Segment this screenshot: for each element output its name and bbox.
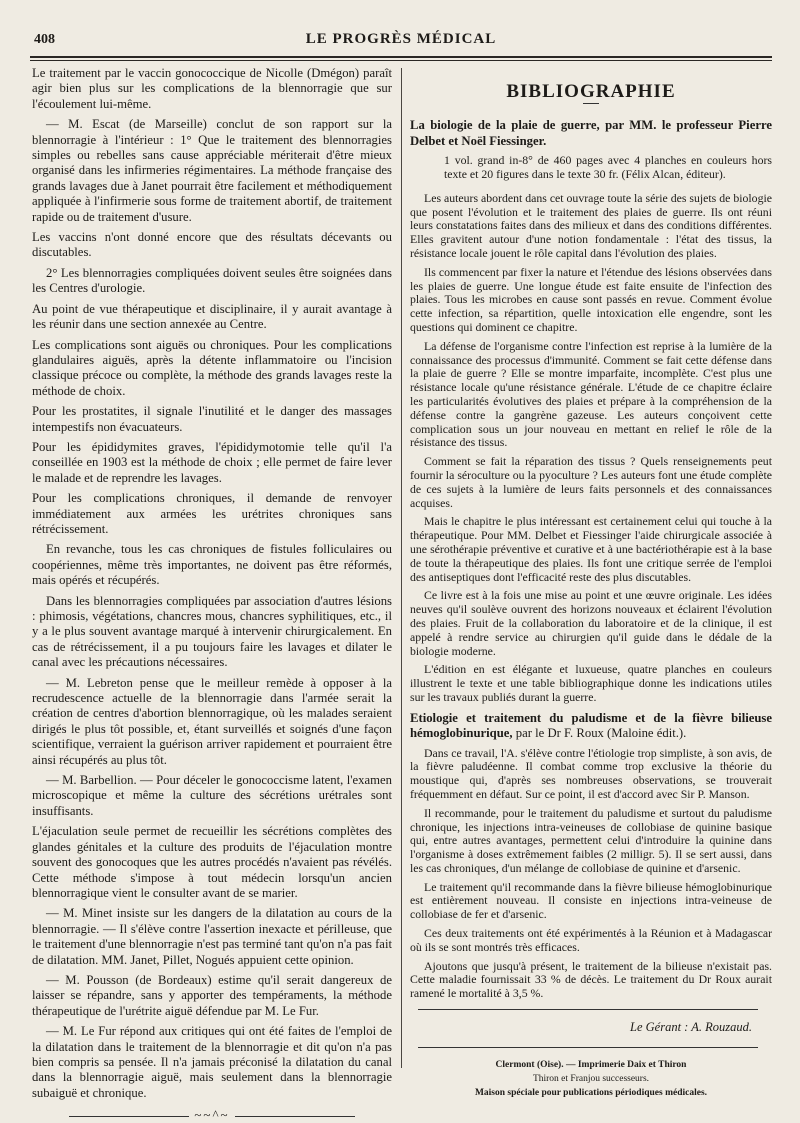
printer-line: Clermont (Oise). — Imprimerie Daix et Thiron [495,1060,687,1071]
paragraph: L'éjaculation seule permet de recueillir les sécrétions complètes des glandes génitales et la culture des produits de l'éjaculation montre souvent des gonocoques que les autres procédés n'avaient pas révélés. Cette méthode s'impose à tout médecin lorsqu'un ancien blennorragique vient le consulter avant de se marier. [32,824,392,900]
paragraph: Ce livre est à la fois une mise au point et une œuvre originale. Les idées neuves qu'il soulève ouvrent des horizons nouveaux et éclairent l'évolution des plaies. Fruit de la collaboration du laboratoire et de la clinique, il est appelé à rendre service au chirurgien qu'il guide dans le dédale de la biologie moderne. [410,588,772,658]
paragraph: Pour les prostatites, il signale l'inutilité et le danger des massages intempestifs non évacuateurs. [32,404,392,434]
paragraph: Le traitement par le vaccin gonococcique de Nicolle (Dmégon) paraît agir bien plus sur les complications de la blennorragie que sur l'écoulement lui-même. [32,66,392,111]
column-divider [401,68,402,1068]
paragraph: — M. Le Fur répond aux critiques qui ont été faites de l'emploi de la dilatation dans le traitement de la blennorragie et dit qu'on n'a pas bien compris sa pensée. Il n'a jamais préconisé la dilatation du canal dans la blennorragie aiguë, mais seulement dans la blennorragie subaiguë et chronique. [32,1024,392,1100]
section-rule [418,1047,758,1048]
paragraph: Les auteurs abordent dans cet ouvrage toute la série des sujets de biologie que posent l'évolution et le traitement des plaies de guerre. Ils ont réuni leurs constatations faites dans des milieux et dans des conditions différentes. Elles gravitent autour d'une notion fondamentale : l'état des tissus, la résistance locale jouent le rôle capital dans l'évolution des plaies. [410,190,772,260]
paragraph: — M. Pousson (de Bordeaux) estime qu'il serait dangereux de laisser se répandre, sans y apporter des tempéraments, la méthode thérapeutique de l'urétrite aiguë défendue par M. Le Fur. [32,972,392,1018]
paragraph: Mais le chapitre le plus intéressant est certainement celui qui touche à la thérapeutique. Pour MM. Delbet et Fiessinger l'aide chirurgicale associée à une sérothérapie préventive et curative et à une bactériothérapie est à la base de toute la thérapeutique des plaies. Ils font une critique serrée de l'emploi des antiseptiques dont l'efficacité reste des plus discutables. [410,514,772,584]
page-header [30,30,772,54]
ornament-glyph: ~~^~ [194,1107,230,1123]
book-entry-title [410,711,772,742]
page-number: 408 [34,32,55,47]
header-rule [30,56,772,58]
paragraph: Ajoutons que jusqu'à présent, le traitement de la bilieuse n'existait pas. Cette maladie fournissait 33 % de décès. Le traitement du Dr Roux aurait ramené le mortalité à 3,5 %. [410,958,772,1001]
paragraph: — M. Escat (de Marseille) conclut de son rapport sur la blennorragie à l'intérieur : 1° Que le traitement des blennorragies simples ou rebelles sans cause appréciable mériterait d'être mieux organisé dans les infirmeries régimentaires. La méthode française des grands lavages due à Janet pourrait être facilement et méthodiquement appliquée à l'infirmerie sous forme de traitement abortif, de traitement rapide ou de traitement d'usure. [32,117,392,224]
book-review [410,747,772,1002]
journal-title: LE PROGRÈS MÉDICAL [305,31,497,47]
paragraph: — M. Lebreton pense que le meilleur remède à opposer à la recrudescence actuelle de la blennorragie dans l'armée serait la création de centres d'abortion blennorragique, où les malades seraient dirigés le plus tôt possible, et, étant surveillés et soignés d'une façon scientifique, verraient la guérison arriver rapidement et pourraient être ainsi récupérés au plus tôt. [32,675,392,767]
gerant-signature [410,1020,752,1035]
paragraph: Pour les épididymites graves, l'épididymotomie telle qu'il l'a conseillée en 1903 est la méthode de choix ; elle permet de faire lever le malade et de reprendre les lavages. [32,439,392,485]
paragraph: Les vaccins n'ont donné encore que des résultats décevants ou discutables. [32,230,392,260]
paragraph: 2° Les blennorragies compliquées doivent seules être soignées dans les Centres d'urologie. [32,265,392,296]
right-column [410,66,772,1099]
paragraph: Le traitement qu'il recommande dans la fièvre bilieuse hémoglobinurique est entièrement nouveau. Il consiste en injections intra-veineuse de collobiase de fer et d'arsenic. [410,879,772,922]
book-entry-title: La biologie de la plaie de guerre, par MM. le professeur Pierre Delbet et Noël Fiessinger. [410,118,772,148]
printer-imprint [410,1058,772,1100]
paragraph: Au point de vue thérapeutique et disciplinaire, il y aurait avantage à les réunir dans une section annexée au Centre. [32,301,392,332]
paragraph: Dans ce travail, l'A. s'élève contre l'étiologie trop simpliste, à son avis, de la fièvre paludéenne. Il combat comme trop exclusive la théorie du moustique qui, d'après ses nombreuses observations, se trouverait fréquemment en défaut. Sur ce point, il est d'accord avec Sir P. Manson. [410,745,772,801]
book-title: Etiologie et traitement du paludisme et de la fièvre bilieuse hémoglobinurique, [410,710,772,741]
paragraph: En revanche, tous les cas chroniques de fistules folliculaires ou coopériennes, même très importantes, ne doivent pas être réformés, mais opérés et récupérés. [32,542,392,588]
ornament-rule-left [69,1116,189,1117]
paragraph: La défense de l'organisme contre l'infection est reprise à la lumière de la connaissance des processus d'immunité. Comment se fait cette défense dans la plaie de guerre ? Elle se montre imparfaite, incomplète. C'est plus une résistance locale qu'une résistance générale. L'étude de ce chapitre éclaire les particularités évolutives des plaies et prépare à la compréhension de la défense contre la gangrène gazeuse. Les auteurs conçoivent cette complication sous un jour nouveau en mettant en relief le rôle de la résistance des tissus. [410,338,772,450]
heading-rule [583,103,599,104]
paragraph: Les complications sont aiguës ou chroniques. Pour les complications glandulaires aiguës, après la détente inflammatoire ou l'incision classique précoce ou complète, la méthode des grands lavages reste la méthode de choix. [32,337,392,398]
paragraph: Il recommande, pour le traitement du paludisme et surtout du paludisme chronique, les injections intra-veineuses de collobiase de quinine basique qui, entre autres avantages, permettent celui d'introduire la quinine dans l'organisme à doses extrêmement faibles (2 milligr. 5). Il se sert aussi, dans les cas chroniques, d'un mélange de collobiase de quinine et d'arsenic. [410,805,772,875]
header-rule-thin [30,60,772,61]
paragraph: — M. Barbellion. — Pour déceler le gonococcisme latent, l'examen microscopique et même la culture des sécrétions urétrales sont insuffisants. [32,773,392,818]
paragraph: Ces deux traitements ont été expérimentés à la Réunion et à Madagascar où ils se sont montrés très efficaces. [410,926,772,954]
bibliography-heading: BIBLIOGRAPHIE [506,81,676,102]
paragraph: L'édition en est élégante et luxueuse, quatre planches en couleurs illustrent le texte et une table bibliographique donne les indications utiles sur les travaux publiés durant la guerre. [410,662,772,704]
left-column [32,66,392,1123]
paragraph: Dans les blennorragies compliquées par association d'autres lésions : phimosis, végétations, chancres mous, chancres syphilitiques, etc., il y a le plus souvent avantage marqué à intervenir chirurgicalement. En cas de rétrécissement, il a pu toujours faire les lavages et dilater le canal avec les précautions nécessaires. [32,593,392,670]
printer-line: Maison spéciale pour publications périodiques médicales. [474,1088,708,1099]
paragraph: — M. Minet insiste sur les dangers de la dilatation au cours de la blennorragie. — Il s'élève contre l'assertion inexacte et périlleuse, que le traitement d'une blennorragie n'est pas terminé tant qu'on n'a pas fait de dilatation. MM. Janet, Pillet, Nogués appuient cette opinion. [32,906,392,967]
book-review [410,192,772,705]
book-entry-details: 1 vol. grand in-8° de 460 pages avec 4 planches en couleurs hors texte et 20 figures dans le texte 30 fr. (Félix Alcan, éditeur). [444,153,772,182]
printer-line: Thiron et Franjou successeurs. [532,1074,650,1085]
ornament-rule-right [235,1116,355,1117]
end-ornament [32,1107,392,1122]
paragraph: Ils commencent par fixer la nature et l'étendue des lésions observées dans les plaies de guerre. Une longue étude est faite ensuite de l'infection des plaies. Tous les microbes en cause sont passés en revue. Comment évolue cette infection, sa répartition, quelle intoxication elle engendre, sont les questions qui dominent ce chapitre. [410,264,772,334]
paragraph: Pour les complications chroniques, il demande de renvoyer immédiatement aux armées les urétrites chroniques sans rétrécissement. [32,491,392,536]
paragraph: Comment se fait la réparation des tissus ? Quels renseignements peut fournir la séroculture ou la pyoculture ? Les auteurs font une étude complète de ces sujets à la lumière de leurs faits personnels et des connaissances acquises. [410,454,772,510]
gerant-text: Le Gérant : A. Rouzaud. [630,1020,752,1035]
section-rule [418,1009,758,1010]
book-byline: par le Dr F. Roux (Maloine édit.). [515,726,687,741]
